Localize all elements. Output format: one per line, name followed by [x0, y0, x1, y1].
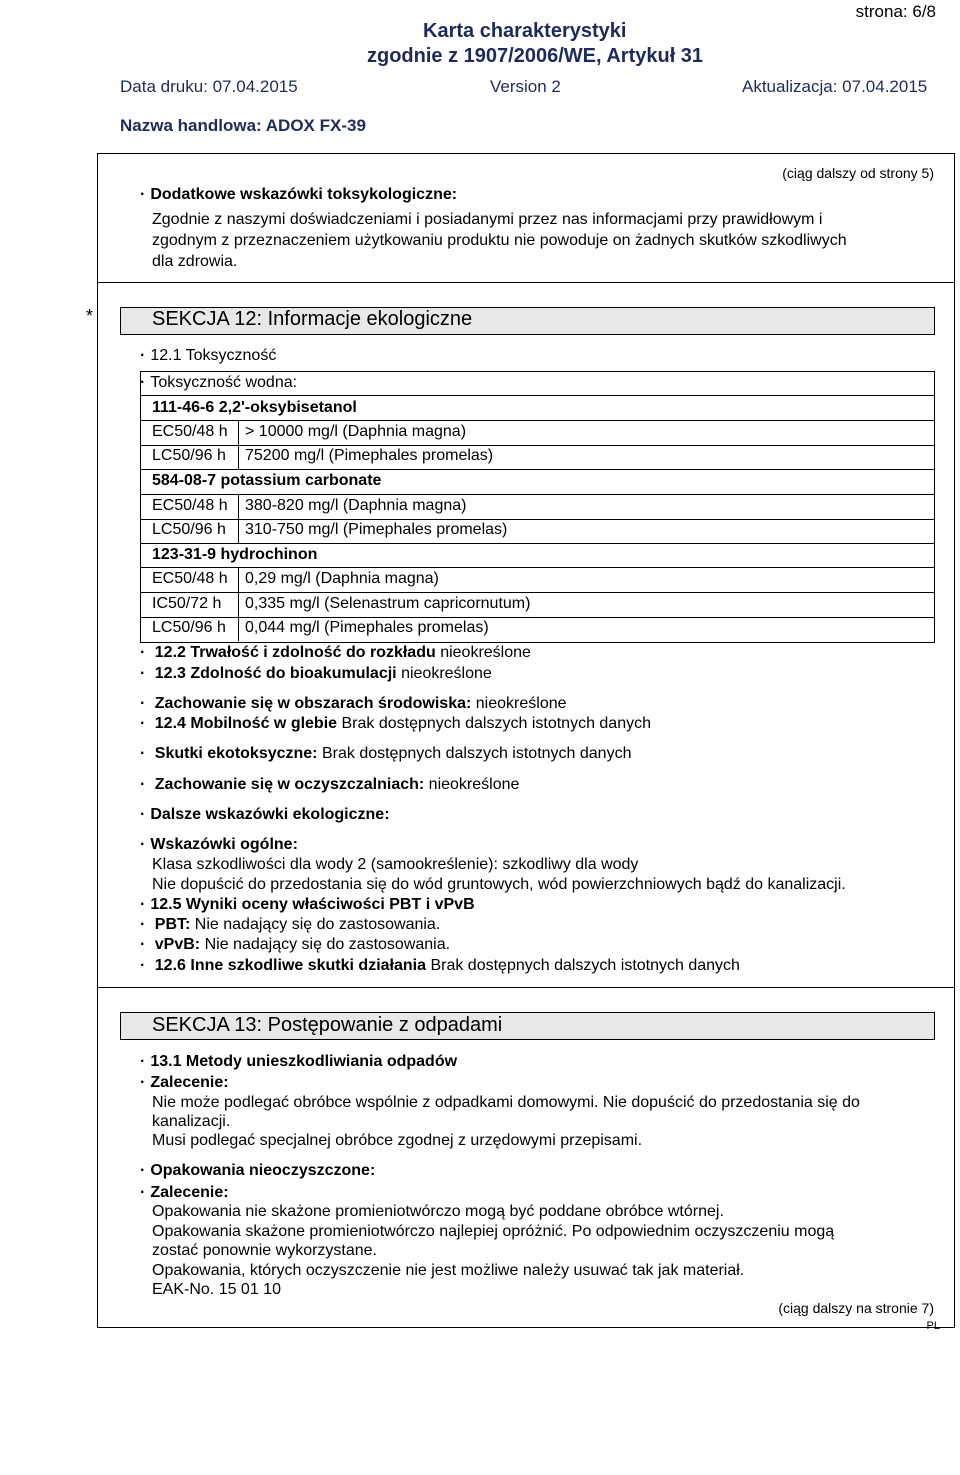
subsection-12-1: · 12.1 Toksyczność [140, 347, 276, 365]
item-12-3-label: 12.3 Zdolność do bioakumulacji [154, 665, 397, 682]
table-divider [140, 592, 934, 593]
item-12-2-value: nieokreślone [440, 644, 531, 661]
table-cell-label: EC50/48 h [152, 497, 228, 514]
recommendation-heading-2: · Zalecenie: [140, 1184, 229, 1202]
env-behaviour [140, 695, 567, 713]
recommendation-line: Musi podlegać specjalnej obróbce zgodnej z urzędowymi przepisami. [152, 1132, 643, 1149]
divider [97, 282, 954, 283]
tox-notes-line: zgodnym z przeznaczeniem użytkowaniu produktu nie powoduje on żadnych skutków szkodliwych [152, 232, 847, 249]
pbt-label: PBT: [154, 916, 191, 933]
table-divider [140, 494, 934, 495]
further-eco-heading: · Dalsze wskazówki ekologiczne: [140, 806, 390, 824]
table-cell-label: LC50/96 h [152, 447, 226, 464]
divider [97, 987, 954, 988]
item-12-6-value: Brak dostępnych dalszych istotnych danych [430, 957, 740, 974]
table-cell-label: LC50/96 h [152, 619, 226, 636]
substance-name: 584-08-7 potassium carbonate [152, 472, 382, 489]
tox-notes-heading: · Dodatkowe wskazówki toksykologiczne: [140, 186, 457, 204]
recommendation-heading: · Zalecenie: [140, 1074, 229, 1092]
item-12-3-value: nieokreślone [401, 665, 492, 682]
ecotox-label: Skutki ekotoksyczne: [154, 745, 318, 762]
recommendation-line: Nie może podlegać obróbce wspólnie z odpadkami domowymi. Nie dopuścić do przedostania się do [152, 1094, 860, 1111]
subsection-13-1: · 13.1 Metody unieszkodliwiania odpadów [140, 1053, 457, 1071]
table-cell-value: > 10000 mg/l (Daphnia magna) [245, 423, 467, 440]
table-cell-label: LC50/96 h [152, 521, 226, 538]
table-divider [140, 567, 934, 568]
table-divider [140, 420, 934, 421]
recommendation-line: kanalizacji. [152, 1113, 231, 1130]
table-divider [140, 469, 934, 470]
table-cell-label: EC50/48 h [152, 423, 228, 440]
section-12-title: SEKCJA 12: Informacje ekologiczne [152, 308, 473, 330]
env-behaviour-label: Zachowanie się w obszarach środowiska: [154, 695, 472, 712]
general-notes-heading: · Wskazówki ogólne: [140, 836, 298, 854]
packaging-line: Opakowania, których oczyszczenie nie jest możliwe należy usuwać tak jak materiał. [152, 1262, 745, 1279]
eak-number: EAK-No. 15 01 10 [152, 1281, 281, 1298]
general-notes-line: Klasa szkodliwości dla wody 2 (samookreślenie): szkodliwy dla wody [152, 856, 639, 873]
packaging-line: Opakowania skażone promieniotwórczo najlepiej opróżnić. Po odpowiednim oczyszczeniu mogą [152, 1223, 835, 1240]
table-cell-value: 0,335 mg/l (Selenastrum capricornutum) [245, 595, 531, 612]
packaging-line: Opakowania nie skażone promieniotwórczo mogą być poddane obróbce wtórnej. [152, 1203, 724, 1220]
version: Version 2 [490, 77, 561, 96]
general-notes-line: Nie dopuścić do przedostania się do wód gruntowych, wód powierzchniowych bądź do kanalizacji. [152, 876, 846, 893]
wwtp-value: nieokreślone [428, 776, 520, 793]
language-code: PL [926, 1320, 940, 1332]
document-title: Karta charakterystyki [423, 20, 627, 42]
update-date: Aktualizacja: 07.04.2015 [742, 77, 928, 96]
item-12-5: · 12.5 Wyniki oceny właściwości PBT i vPvB [140, 896, 475, 914]
uncleaned-packaging-heading: · Opakowania nieoczyszczone: [140, 1162, 375, 1180]
table-divider [140, 519, 934, 520]
pbt-value: Nie nadający się do zastosowania. [194, 916, 441, 933]
wwtp-behaviour [140, 776, 519, 794]
pbt-row [140, 916, 440, 934]
table-cell-value: 75200 mg/l (Pimephales promelas) [245, 447, 494, 464]
changed-marker: * [86, 306, 94, 326]
table-cell-value: 380-820 mg/l (Daphnia magna) [245, 497, 467, 514]
table-column-divider [238, 567, 239, 641]
regulation-subtitle: zgodnie z 1907/2006/WE, Artykuł 31 [367, 45, 704, 67]
aquatic-heading: · Toksyczność wodna: [140, 374, 297, 392]
section-13-title: SEKCJA 13: Postępowanie z odpadami [152, 1014, 503, 1036]
tox-notes-line: dla zdrowia. [152, 253, 238, 270]
table-divider [140, 543, 934, 544]
ecotox-value: Brak dostępnych dalszych istotnych danych [321, 745, 632, 762]
item-12-2-label: 12.2 Trwałość i zdolność do rozkładu [154, 644, 436, 661]
substance-name: 111-46-6 2,2'-oksybisetanol [152, 399, 357, 416]
page-number: strona: 6/8 [855, 2, 936, 21]
item-12-2 [140, 644, 531, 662]
continued-to: (ciąg dalszy na stronie 7) [778, 1300, 934, 1316]
item-12-6-label: 12.6 Inne szkodliwe skutki działania [154, 957, 426, 974]
table-cell-value: 0,044 mg/l (Pimephales promelas) [245, 619, 489, 636]
item-12-4 [140, 715, 651, 733]
packaging-line: zostać ponownie wykorzystane. [152, 1242, 377, 1259]
tox-notes-line: Zgodnie z naszymi doświadczeniami i posiadanymi przez nas informacjami przy prawidłowym i [152, 211, 823, 228]
vpvb-row [140, 936, 450, 954]
table-divider [140, 617, 934, 618]
table-cell-value: 0,29 mg/l (Daphnia magna) [245, 570, 439, 587]
item-12-6 [140, 957, 740, 975]
ecotox-effects [140, 745, 631, 763]
print-date: Data druku: 07.04.2015 [120, 77, 298, 96]
vpvb-label: vPvB: [154, 936, 201, 953]
wwtp-label: Zachowanie się w oczyszczalniach: [154, 776, 425, 793]
continued-from: (ciąg dalszy od strony 5) [782, 165, 934, 181]
item-12-4-value: Brak dostępnych dalszych istotnych danych [341, 715, 651, 732]
substance-name: 123-31-9 hydrochinon [152, 546, 318, 563]
table-cell-value: 310-750 mg/l (Pimephales promelas) [245, 521, 508, 538]
env-behaviour-value: nieokreślone [475, 695, 567, 712]
table-divider [140, 395, 934, 396]
table-divider [140, 445, 934, 446]
table-cell-label: IC50/72 h [152, 595, 222, 612]
trade-name: Nazwa handlowa: ADOX FX-39 [120, 116, 366, 135]
item-12-3 [140, 665, 492, 683]
vpvb-value: Nie nadający się do zastosowania. [204, 936, 451, 953]
table-cell-label: EC50/48 h [152, 570, 228, 587]
item-12-4-label: 12.4 Mobilność w glebie [154, 715, 338, 732]
